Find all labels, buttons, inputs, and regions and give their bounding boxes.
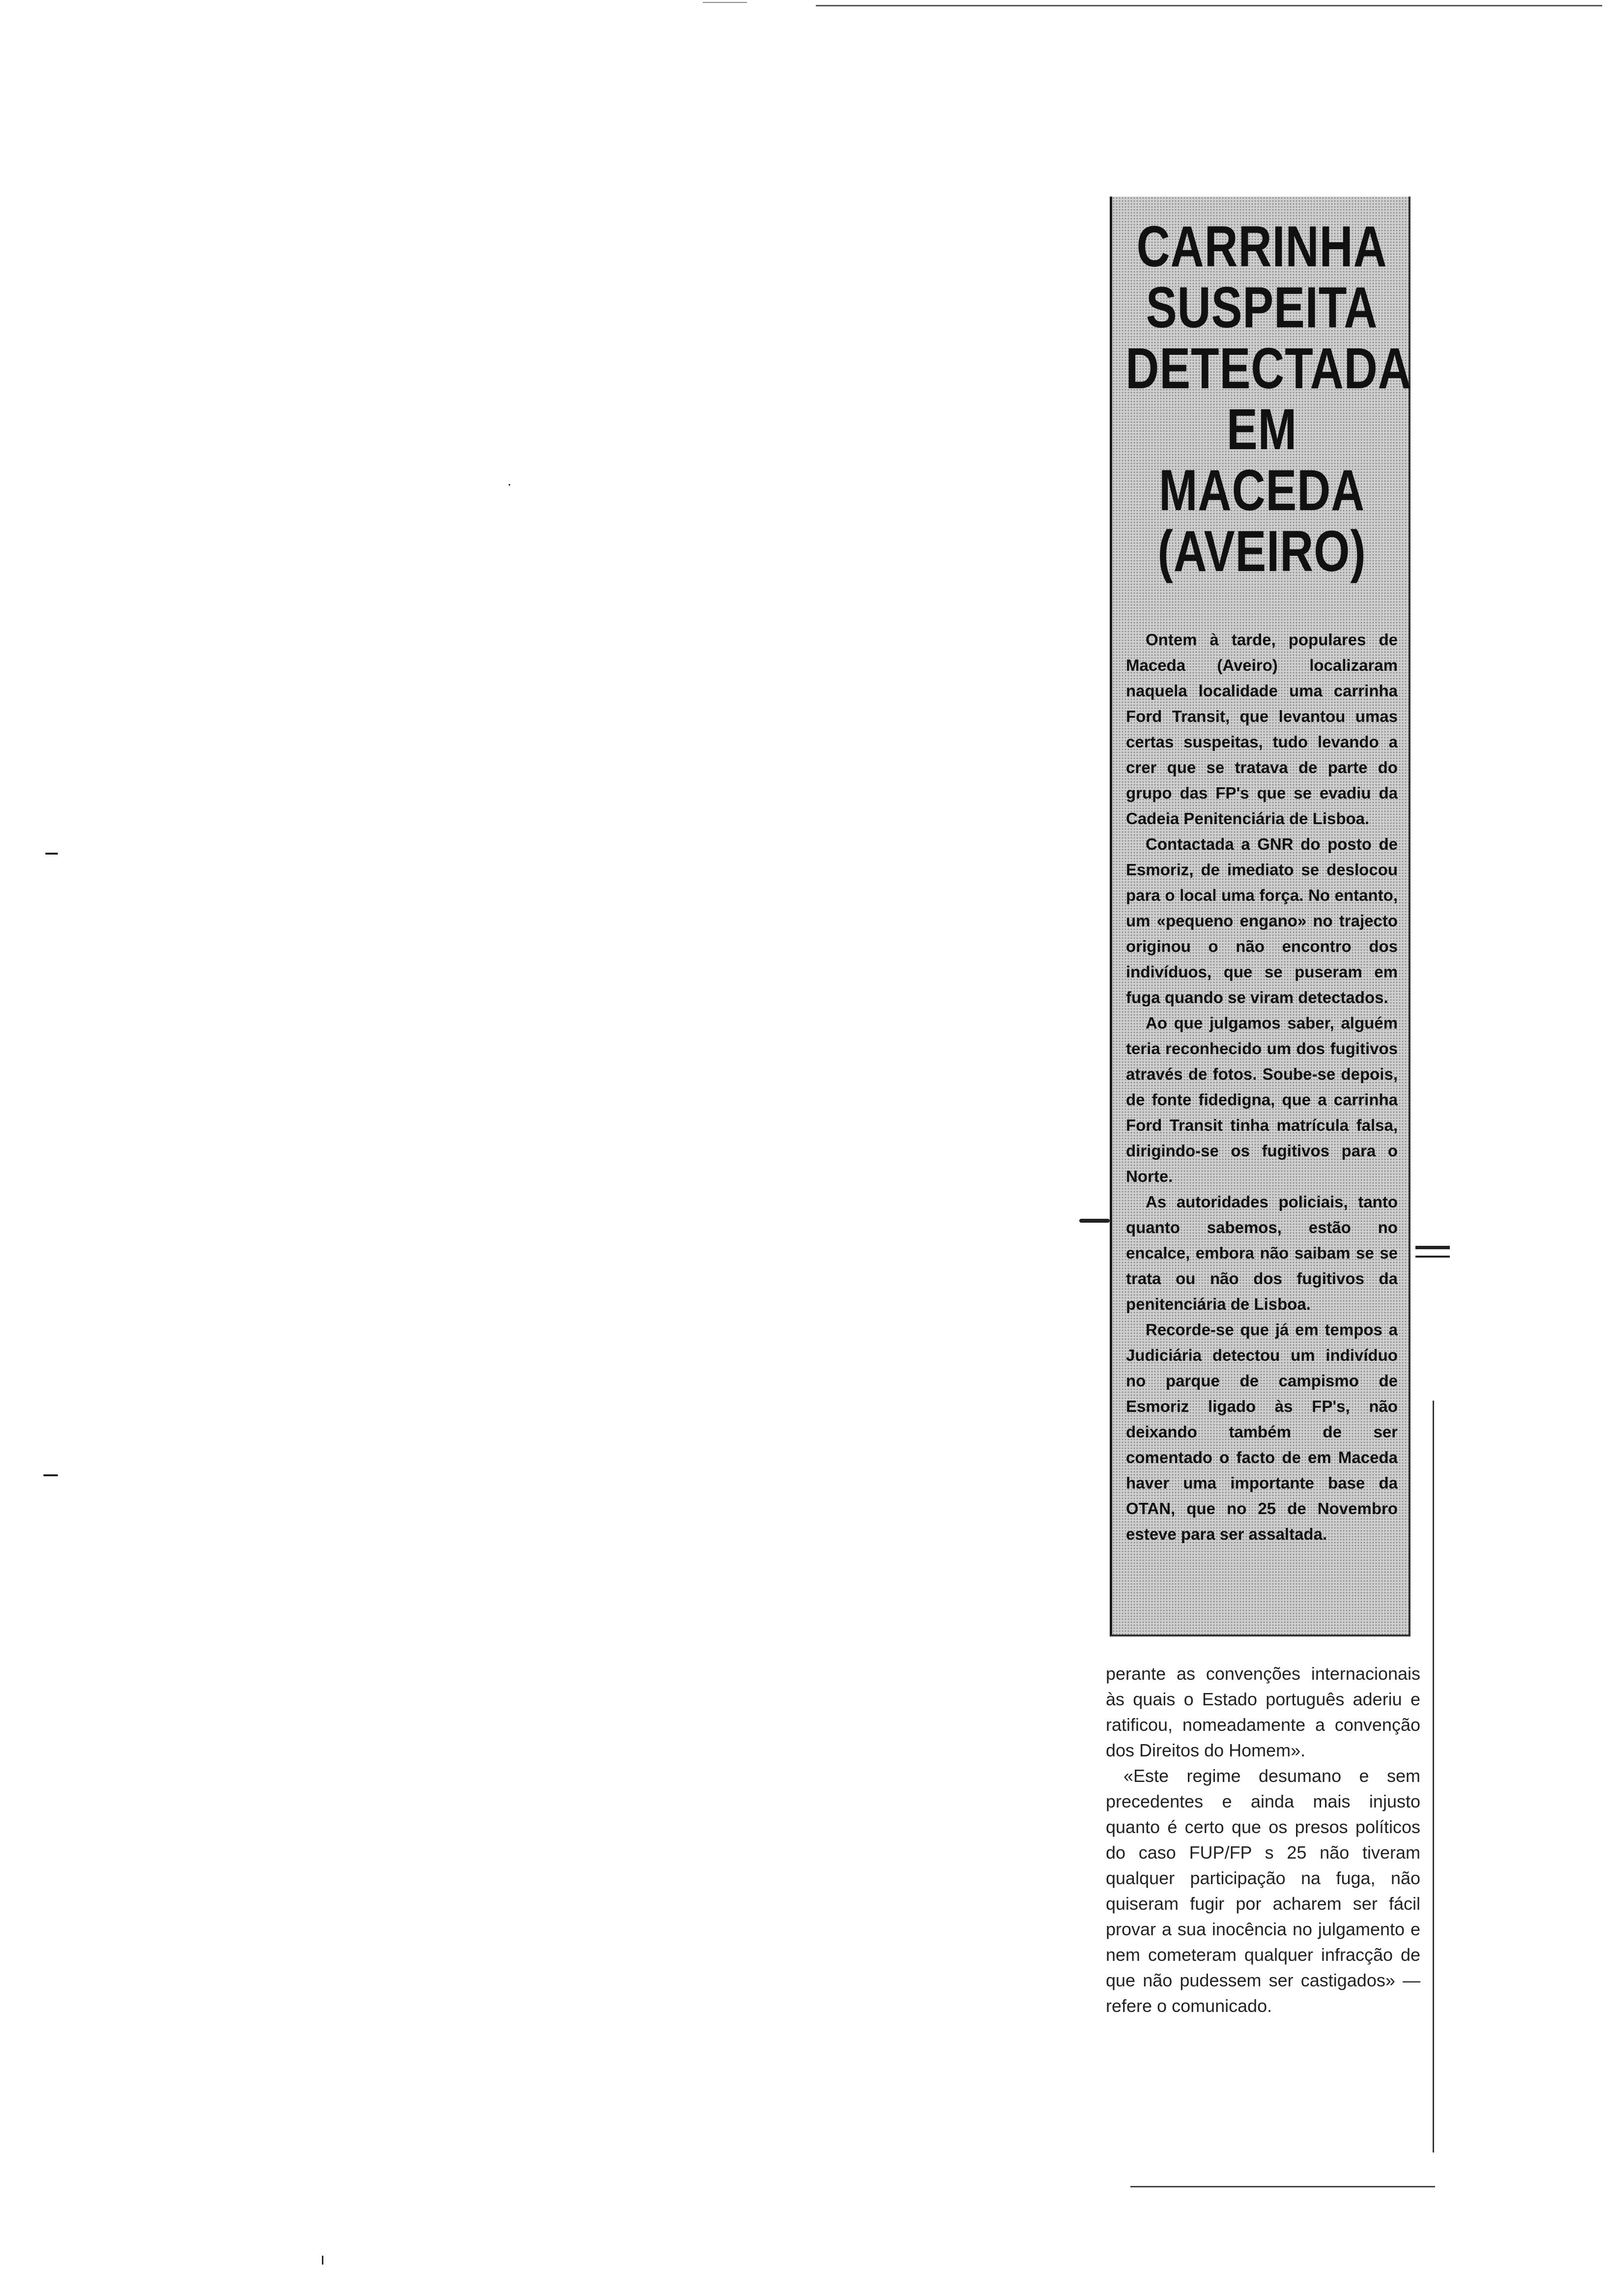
article-paragraph: As autoridades policiais, tanto quanto sabemos, estão no encalce, embora não saibam se se trata ou não dos fugitivos da penitenciária de Lisboa. [1126, 1193, 1398, 1313]
scan-bracket-left [1079, 1219, 1110, 1223]
headline [1125, 214, 1412, 584]
continuation-paragraph: «Este regime desumano e sem precedentes e ainda mais injusto quanto é certo que os presos políticos do caso FUP/FP s 25 não tiveram qualquer participação na fuga, não quiseram fugir por acharem ser fácil provar a sua inocência no julgamento e nem cometeram qualquer infracção de que não pudessem ser castigados» — refere o comunicado. [1106, 1766, 1420, 2016]
article-body [1126, 627, 1398, 1547]
article-paragraph: Contactada a GNR do posto de Esmoriz, de imediato se deslocou para o local uma força. No entanto, um «pequeno engano» no trajecto originou o não encontro dos indivíduos, que se puseram em fuga quando se viram detectados. [1126, 835, 1398, 1006]
scan-tick-left-lower [43, 1474, 58, 1476]
continuation-rule-right [1433, 1401, 1434, 2152]
scan-dot-bottom [322, 2256, 323, 2265]
continuation-text [1106, 1661, 1420, 2019]
scan-top-line [816, 5, 1602, 6]
article-paragraph: Recorde-se que já em tempos a Judiciária detectou um indivíduo no parque de campismo de Esmoriz ligado às FP's, não deixando também de ser comentado o facto de em Maceda haver uma importante base da OTAN, que no 25 de Novembro esteve para ser assaltada. [1126, 1320, 1398, 1543]
article-paragraph: Ontem à tarde, populares de Maceda (Aveiro) localizaram naquela localidade uma carrinha Ford Transit, que levantou umas certas suspeitas, tudo levando a crer que se tratava de parte do grupo das FP's que se evadiu da Cadeia Penitenciária de Lisboa. [1126, 631, 1398, 828]
headline-line-5: (AVEIRO) [1157, 519, 1366, 584]
article-paragraph: Ao que julgamos saber, alguém teria reconhecido um dos fugitivos através de fotos. Soube-se depois, de fonte fidedigna, que a carrinha Ford Transit tinha matrícula falsa, dirigindo-se os fugitivos para o Norte. [1126, 1014, 1398, 1185]
continuation-rule-bottom [1130, 2186, 1435, 2187]
scan-dot-left [509, 484, 510, 486]
headline-line-1: CARRINHA [1136, 214, 1387, 279]
scan-top-line-short [703, 2, 747, 3]
continuation-paragraph: perante as convenções internacionais às quais o Estado português aderiu e ratificou, nomeadamente a convenção dos Direitos do Homem». [1106, 1664, 1420, 1760]
scan-tick-left-upper [45, 853, 58, 855]
scan-bracket-right [1415, 1246, 1450, 1249]
headline-line-4: EM MACEDA [1158, 397, 1365, 523]
article-box [1110, 197, 1410, 1636]
headline-line-3: DETECTADA [1125, 336, 1412, 401]
headline-line-2: SUSPEITA [1146, 275, 1378, 340]
scan-bracket-right-2 [1415, 1256, 1450, 1258]
